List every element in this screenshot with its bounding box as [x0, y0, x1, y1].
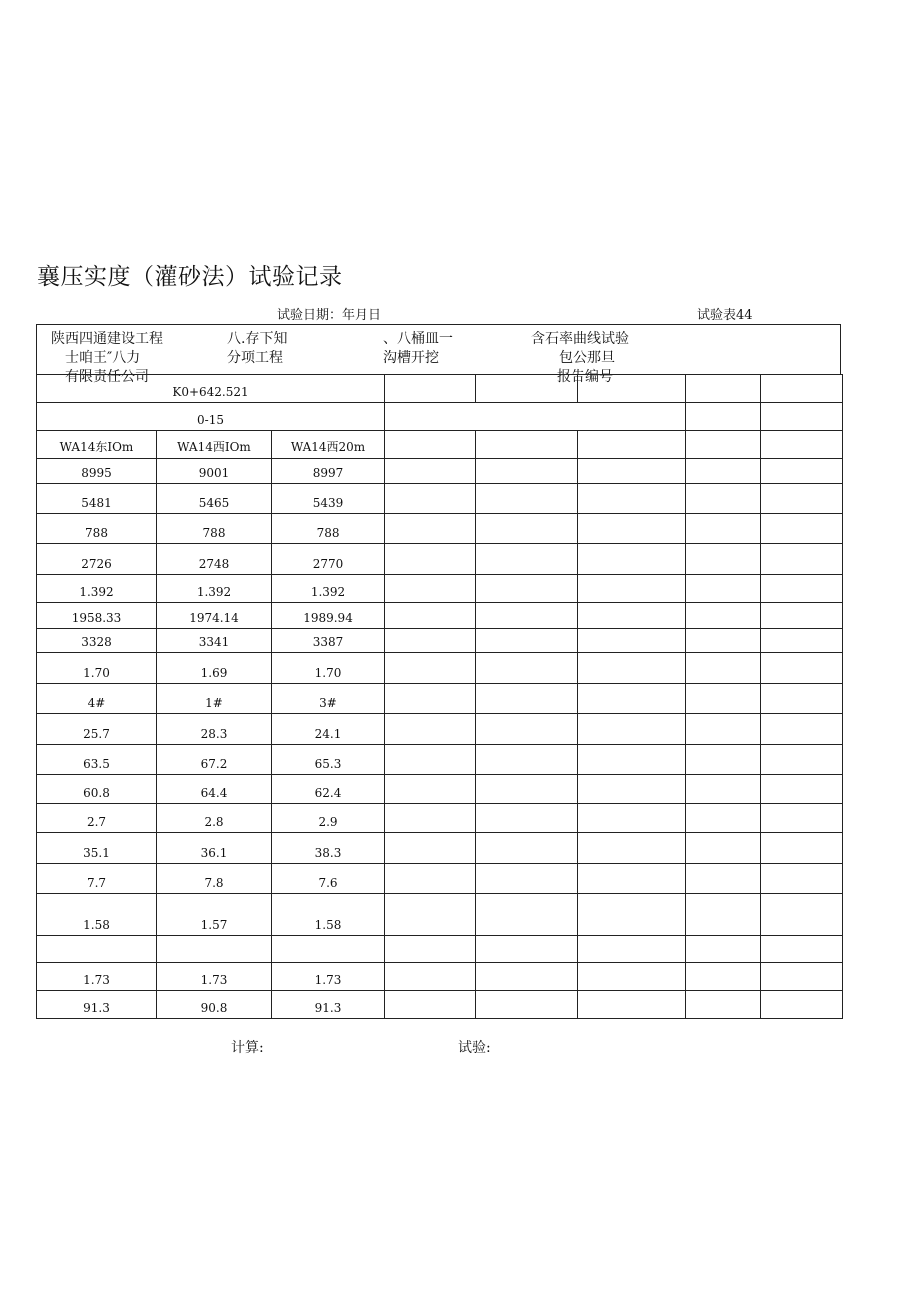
header-info-box [36, 324, 841, 385]
data-cell: 38.3 [272, 833, 385, 864]
data-cell: 1.70 [37, 653, 157, 684]
data-cell: 3328 [37, 629, 157, 653]
table-row [37, 804, 843, 833]
curve-test-label: 含石率曲线试验 [531, 331, 629, 347]
table-row [37, 936, 843, 963]
data-cell [37, 936, 157, 963]
data-cell: 5439 [272, 484, 385, 514]
data-cell: 8997 [272, 459, 385, 484]
column-header: WA14东IOm [37, 431, 157, 459]
sub-project-label: 分项工程 [227, 350, 283, 366]
table-row [37, 653, 843, 684]
data-cell: 1# [157, 684, 272, 714]
table-row [37, 684, 843, 714]
table-row [37, 963, 843, 991]
data-cell: 2.7 [37, 804, 157, 833]
data-cell: 5481 [37, 484, 157, 514]
data-cell: 63.5 [37, 745, 157, 775]
table-row [37, 575, 843, 603]
part-line-1: 、八桶皿一 [383, 331, 453, 347]
table-row [37, 544, 843, 575]
station-cell: K0+642.521 [37, 375, 385, 403]
data-cell: 3341 [157, 629, 272, 653]
table-row [37, 484, 843, 514]
table-row [37, 894, 843, 936]
data-cell: 1.69 [157, 653, 272, 684]
data-cell: 4# [37, 684, 157, 714]
compaction-record-table [36, 374, 843, 1019]
data-cell: 2748 [157, 544, 272, 575]
data-cell: 65.3 [272, 745, 385, 775]
table-row [37, 431, 843, 459]
data-cell: 62.4 [272, 775, 385, 804]
contractor-line-2: 士咱王″八力 [65, 350, 141, 366]
data-cell: 1.70 [272, 653, 385, 684]
column-header: WA14西IOm [157, 431, 272, 459]
data-cell [272, 936, 385, 963]
table-row [37, 514, 843, 544]
table-row [37, 629, 843, 653]
data-cell: 3387 [272, 629, 385, 653]
calculation-signature-label: 计算: [231, 1040, 264, 1056]
table-row [37, 403, 843, 431]
data-cell: 2.9 [272, 804, 385, 833]
data-cell: 1.58 [37, 894, 157, 936]
table-row [37, 375, 843, 403]
data-cell: 2726 [37, 544, 157, 575]
table-row [37, 864, 843, 894]
test-date-label: 试验日期：年月日 [277, 308, 382, 323]
data-cell: 7.8 [157, 864, 272, 894]
page-title: 襄压实度（灌砂法）试验记录 [37, 264, 343, 290]
data-cell: 1.392 [37, 575, 157, 603]
data-cell: 2770 [272, 544, 385, 575]
data-cell: 24.1 [272, 714, 385, 745]
data-cell: 8995 [37, 459, 157, 484]
data-cell: 7.6 [272, 864, 385, 894]
data-cell: 60.8 [37, 775, 157, 804]
data-cell: 1958.33 [37, 603, 157, 629]
data-cell: 67.2 [157, 745, 272, 775]
column-header: WA14西20m [272, 431, 385, 459]
data-cell: 91.3 [272, 991, 385, 1019]
data-cell: 9001 [157, 459, 272, 484]
table-row [37, 745, 843, 775]
data-cell: 91.3 [37, 991, 157, 1019]
table-row [37, 991, 843, 1019]
table-row [37, 775, 843, 804]
contractor-line-1: 陕西四通建设工程 [51, 331, 163, 347]
data-cell: 90.8 [157, 991, 272, 1019]
data-cell: 7.7 [37, 864, 157, 894]
data-cell: 788 [157, 514, 272, 544]
contractor-line-3: 有限责任公司 [65, 369, 149, 385]
data-cell: 1974.14 [157, 603, 272, 629]
data-cell: 1.392 [272, 575, 385, 603]
curve-test-line-2: 包公那旦 [559, 350, 615, 366]
data-cell: 1.73 [37, 963, 157, 991]
tester-signature-label: 试验: [458, 1040, 491, 1056]
data-cell: 28.3 [157, 714, 272, 745]
data-cell: 25.7 [37, 714, 157, 745]
data-cell: 64.4 [157, 775, 272, 804]
data-cell: 5465 [157, 484, 272, 514]
data-cell: 1.73 [272, 963, 385, 991]
data-cell: 1.392 [157, 575, 272, 603]
data-cell: 36.1 [157, 833, 272, 864]
table-row [37, 459, 843, 484]
data-cell: 1989.94 [272, 603, 385, 629]
data-cell: 3# [272, 684, 385, 714]
data-cell [157, 936, 272, 963]
table-row [37, 603, 843, 629]
report-number-label: 报告编号 [557, 369, 613, 385]
depth-cell: 0-15 [37, 403, 385, 431]
trench-excavation-label: 沟槽开挖 [383, 350, 439, 366]
data-cell: 788 [272, 514, 385, 544]
data-cell: 35.1 [37, 833, 157, 864]
data-cell: 1.73 [157, 963, 272, 991]
project-line-1: 八.存下知 [227, 331, 288, 347]
table-row [37, 714, 843, 745]
data-cell: 1.57 [157, 894, 272, 936]
form-number-label: 试验表44 [697, 308, 753, 323]
data-cell: 1.58 [272, 894, 385, 936]
data-cell: 788 [37, 514, 157, 544]
data-cell: 2.8 [157, 804, 272, 833]
table-row [37, 833, 843, 864]
